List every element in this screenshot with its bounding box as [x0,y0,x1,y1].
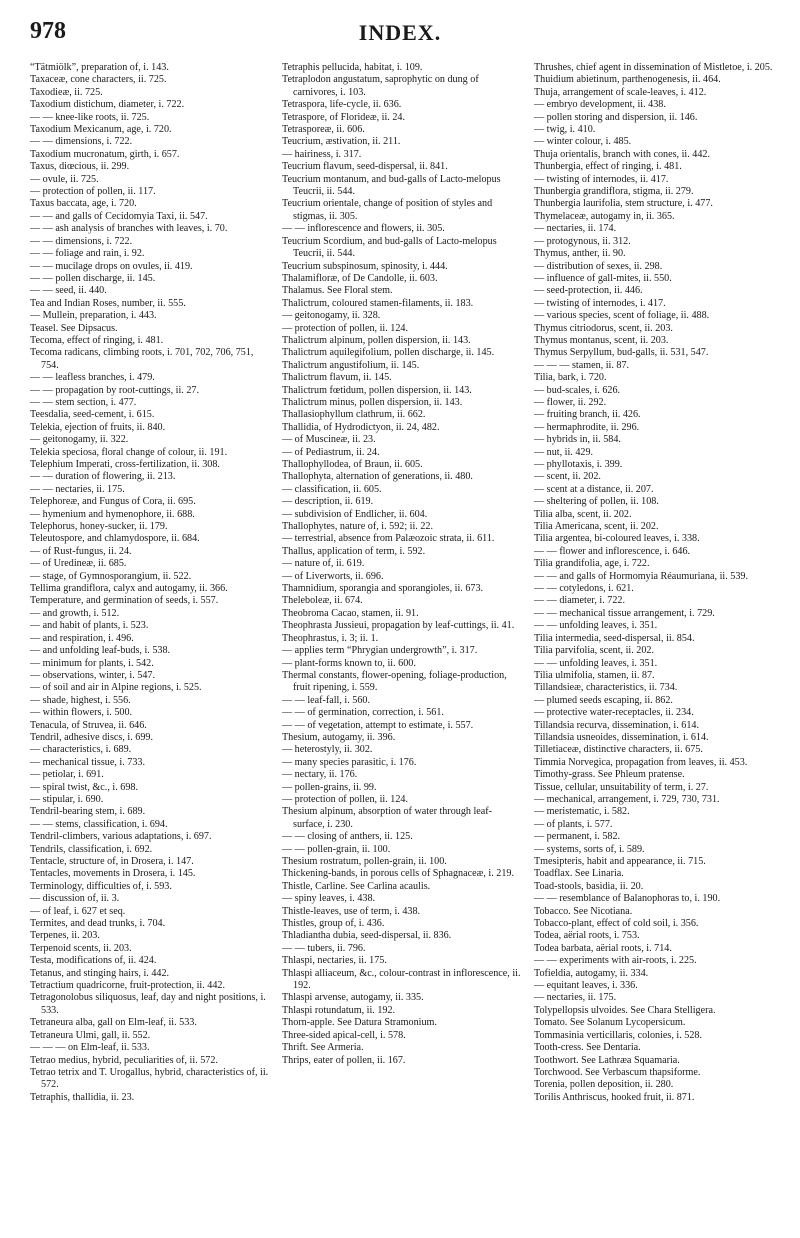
index-entry: Tendrils, classification, i. 692. [30,843,153,855]
index-entry: — various species, scent of foliage, ii. 488. [534,310,710,322]
index-entry: Thallophytes, nature of, i. 592; ii. 22. [282,521,434,533]
index-entry: Thalictrum angustifolium, ii. 145. [282,359,420,371]
index-entry: Tellima grandiflora, calyx and autogamy, ii. 366. [30,583,228,595]
index-entry: Taxus baccata, age, i. 720. [30,198,137,210]
index-entry: Teucrium montanum, and bud-galls of Lacto-melopus Teucrii, ii. 544. [282,173,501,198]
index-entry: — nectary, ii. 176. [282,769,358,781]
index-entry: Thymus, anther, ii. 90. [534,248,626,260]
index-entry: — fruiting branch, ii. 426. [534,409,641,421]
index-entry: Thallus, application of term, i. 592. [282,545,426,557]
index-entry: — many species parasitic, i. 176. [282,756,417,768]
index-entry: — stage, of Gymnosporangium, ii. 522. [30,570,192,582]
index-entry: — protective water-receptacles, ii. 234. [534,707,694,719]
index-entry: “Tätmiölk”, preparation of, i. 143. [30,62,169,73]
index-entry: Telephoreæ, and Fungus of Cora, ii. 695. [30,496,196,508]
index-entry: Thallasiophyllum clathrum, ii. 662. [282,409,426,421]
index-entry: Tilia Americana, scent, ii. 202. [534,521,659,533]
index-entry: Tetraspora, life-cycle, ii. 636. [282,99,402,111]
index-entry: — protection of pollen, ii. 124. [282,793,408,805]
index-entry: Thallophyllodea, of Braun, ii. 605. [282,459,423,470]
index-entry: — minimum for plants, i. 542. [30,657,154,669]
index-entry: Tetractium quadricorne, fruit-protection, ii. 442. [30,980,225,992]
index-entry: Taxodium distichum, diameter, i. 722. [30,99,185,111]
index-entry: Thlaspi, nectaries, ii. 175. [282,955,387,967]
index-entry: — influence of gall-mites, ii. 550. [534,272,672,284]
index-entry: Teucrium flavum, seed-dispersal, ii. 841. [282,161,448,173]
index-entry: Thalamifloræ, of De Candolle, ii. 603. [282,272,438,284]
index-entry: — subdivision of Endlicher, ii. 604. [282,508,428,520]
index-entry: Thunbergia laurifolia, stem structure, i. 477. [534,198,713,210]
index-entry: Thalamus. See Floral stem. [282,285,393,297]
index-entry: — observations, winter, i. 547. [30,669,156,681]
index-entry: — and growth, i. 512. [30,607,120,619]
index-entry: — of Uredineæ, ii. 685. [30,558,127,570]
index-entry: Thamnidium, sporangia and sporangioles, ii. 673. [282,583,484,595]
index-entry: — protogynous, ii. 312. [534,235,631,247]
index-entry: — mechanical tissue, i. 733. [30,756,146,768]
index-entry: Thesium, autogamy, ii. 396. [282,731,396,743]
index-entry: Thermal constants, flower-opening, foliage-production, fruit ripening, i. 559. [282,669,507,694]
index-entry: — of leaf, i. 627 et seq. [30,905,126,917]
index-entry: — sheltering of pollen, ii. 108. [534,496,659,508]
index-entry: — — of germination, correction, i. 561. [282,707,444,719]
index-entry: Tetraneura Ulmi, gall, ii. 552. [30,1029,151,1041]
index-entry: — applies term “Phrygian undergrowth”, i. 317. [282,645,478,657]
index-entry: Thalictrum fœtidum, pollen dispersion, ii. 143. [282,384,472,396]
index-entry: Thymelaceæ, autogamy in, ii. 365. [534,210,675,222]
index-entry: Tetrao medius, hybrid, peculiarities of, ii. 572. [30,1054,218,1066]
index-entry: — hermaphrodite, ii. 296. [534,421,640,433]
index-entry: — and habit of plants, i. 523. [30,620,149,632]
index-entry: — — experiments with air-roots, i. 225. [534,955,697,967]
index-entry: — — ash analysis of branches with leaves, i. 70. [30,223,228,235]
index-entry: Thrushes, chief agent in dissemination of Mistletoe, i. 205. [534,62,773,73]
index-entry: — of Liverworts, ii. 696. [282,570,384,582]
index-entry: Thrips, eater of pollen, ii. 167. [282,1054,406,1066]
index-entry: Telephium Imperati, cross-fertilization, ii. 308. [30,459,220,470]
index-entry: — of Pediastrum, ii. 24. [282,446,380,458]
index-entry: Tilia intermedia, seed-dispersal, ii. 854. [534,632,695,644]
index-entry: Tendril-bearing stem, i. 689. [30,806,146,818]
index-entry: Thymus Serpyllum, bud-galls, ii. 531, 547. [534,347,709,359]
index-entry: — — knee-like roots, ii. 725. [30,111,150,123]
index-entry: — plant-forms known to, ii. 600. [282,657,416,669]
index-entry: — ovule, ii. 725. [30,173,99,185]
index-entry: Tea and Indian Roses, number, ii. 555. [30,297,186,309]
index-entry: — hymenium and hymenophore, ii. 688. [30,508,195,520]
index-entry: — spiral twist, &c., i. 698. [30,781,138,793]
index-entry: — of plants, i. 577. [534,818,613,830]
index-entry: — — dimensions, i. 722. [30,235,133,247]
index-entry: Tilia argentea, bi-coloured leaves, i. 338. [534,533,700,545]
index-entry: Tetanus, and stinging hairs, i. 442. [30,967,170,979]
index-entry: Terminology, difficulties of, i. 593. [30,880,172,892]
index-entry: Tetrasporeæ, ii. 606. [282,124,365,136]
index-entry: Thalictrum flavum, ii. 145. [282,372,392,384]
index-entry: — characteristics, i. 689. [30,744,132,756]
index-entry: Telekia, ejection of fruits, ii. 840. [30,421,166,433]
index-entry: Thistle-leaves, use of term, i. 438. [282,905,421,917]
index-entry: — protection of pollen, ii. 124. [282,322,408,334]
index-entry: — — diameter, i. 722. [534,595,625,607]
index-entry: — — of vegetation, attempt to estimate, i. 557. [282,719,474,731]
index-entry: Thalictrum aquilegifolium, pollen discharge, ii. 145. [282,347,495,359]
index-entry: — pollen-grains, ii. 99. [282,781,377,793]
index-entry: Torchwood. See Verbascum thapsiforme. [534,1066,701,1078]
index-entry: Thalictrum alpinum, pollen dispersion, ii. 143. [282,334,471,346]
index-entry: — plumed seeds escaping, ii. 862. [534,694,673,706]
index-entry: — — stems, classification, i. 694. [30,818,168,830]
index-entry: Tillandsia recurva, dissemination, i. 614. [534,719,699,731]
index-entry: Tetraneura alba, gall on Elm-leaf, ii. 533. [30,1017,197,1029]
index-entry: Tillandsia usneoides, dissemination, i. 614. [534,731,709,743]
index-entry: Toadflax. See Linaria. [534,868,624,880]
index-entry: — equitant leaves, i. 336. [534,980,638,992]
index-entry: Thesium alpinum, absorption of water through leaf-surface, i. 230. [282,806,493,830]
index-entry: — flower, ii. 292. [534,396,607,408]
index-entry: — — mechanical tissue arrangement, i. 729. [534,607,715,619]
index-columns [30,62,775,1230]
index-entry: — — foliage and rain, i. 92. [30,248,145,260]
index-entry: Taxus, diœcious, ii. 299. [30,161,130,173]
index-entry: Theobroma Cacao, stamen, ii. 91. [282,607,419,619]
index-entry: — — pollen-grain, ii. 100. [282,843,391,855]
index-entry: Tobacco-plant, effect of cold soil, i. 356. [534,918,699,930]
index-entry: Tetragonolobus siliquosus, leaf, day and night positions, i. 533. [30,992,266,1016]
index-entry: Thallophyta, alternation of generations, ii. 480. [282,471,473,483]
index-entry: Thorn-apple. See Datura Stramonium. [282,1017,437,1029]
index-entry: — pollen storing and dispersion, ii. 146. [534,111,698,123]
index-entry: Thuja, arrangement of scale-leaves, i. 412. [534,86,707,98]
index-entry: — stipular, i. 690. [30,793,104,805]
index-entry: Thuja orientalis, branch with cones, ii. 442. [534,148,711,160]
index-entry: Tecoma radicans, climbing roots, i. 701, 702, 706, 751, 754. [30,347,254,371]
index-entry: — — — on Elm-leaf, ii. 533. [30,1042,150,1054]
index-entry: Timothy-grass. See Phleum pratense. [534,769,685,781]
index-entry: Thlaspi arvense, autogamy, ii. 335. [282,992,424,1004]
index-entry: Tentacle, structure of, in Drosera, i. 147. [30,856,194,867]
index-entry: Taxodium Mexicanum, age, i. 720. [30,124,172,136]
index-entry: — — mucilage drops on ovules, ii. 419. [30,260,193,272]
index-entry: Thalictrum minus, pollen dispersion, ii. 143. [282,396,463,408]
index-entry: — — closing of anthers, ii. 125. [282,831,413,843]
index-entry: Torilis Anthriscus, hooked fruit, ii. 871. [534,1091,695,1103]
page-number: 978 [30,18,66,44]
index-entry: Terpenoid scents, ii. 203. [30,942,132,954]
index-entry: Theophrasta Jussieui, propagation by leaf-cuttings, ii. 41. [282,620,515,632]
index-entry: Thunbergia, effect of ringing, i. 481. [534,161,682,173]
index-entry: Tommasinia verticillaris, colonies, i. 528. [534,1029,703,1041]
index-entry: — meristematic, i. 582. [534,806,630,818]
index-entry: Tissue, cellular, unsuitability of term, i. 27. [534,781,709,793]
page-title: INDEX. [358,20,442,45]
index-entry: Teucrium Scordium, and bud-galls of Lacto-melopus Teucrii, ii. 544. [282,235,497,260]
index-entry: — classification, ii. 605. [282,483,382,495]
index-entry: Testa, modifications of, ii. 424. [30,955,157,967]
index-entry: — twig, i. 410. [534,124,596,136]
index-entry: — — leafless branches, i. 479. [30,372,155,384]
index-entry: — and unfolding leaf-buds, i. 538. [30,645,171,657]
index-entry: Termites, and dead trunks, i. 704. [30,918,166,930]
index-entry: — — seed, ii. 440. [30,285,107,297]
index-entry: — discussion of, ii. 3. [30,893,120,905]
index-entry: — nectaries, ii. 175. [534,992,617,1004]
index-entry: Terpenes, ii. 203. [30,930,100,942]
index-entry: — shade, highest, i. 556. [30,694,131,706]
index-entry: — embryo development, ii. 438. [534,99,666,111]
index-entry: — protection of pollen, ii. 117. [30,186,156,198]
index-entry: Tetrao tetrix and T. Urogallus, hybrid, characteristics of, ii. 572. [30,1066,269,1091]
index-entry: — spiny leaves, i. 438. [282,893,376,905]
index-entry: — — inflorescence and flowers, ii. 305. [282,223,445,235]
index-entry: — — flower and inflorescence, i. 646. [534,545,691,557]
index-entry: — — resemblance of Balanophoras to, i. 190. [534,893,721,905]
index-entry: Thymus montanus, scent, ii. 203. [534,334,669,346]
index-entry: Taxodium mucronatum, girth, i. 657. [30,148,180,160]
index-entry: Tmesipteris, habit and appearance, ii. 715. [534,856,706,867]
index-entry: Timmia Norvegica, propagation from leaves, ii. 453. [534,756,748,768]
index-entry: Thickening-bands, in porous cells of Sphagnaceæ, i. 219. [282,868,514,880]
index-entry: Telephorus, honey-sucker, ii. 179. [30,521,168,533]
index-entry: Tilia ulmifolia, stamen, ii. 87. [534,669,655,681]
index-entry: Todea barbata, aërial roots, i. 714. [534,942,672,954]
index-entry: — within flowers, i. 500. [30,707,133,719]
index-entry: — nature of, ii. 619. [282,558,365,570]
index-entry: Tillandsieæ, characteristics, ii. 734. [534,682,678,694]
index-entry: — description, ii. 619. [282,496,374,508]
index-entry: — twisting of internodes, i. 417. [534,297,666,309]
index-entry: — petiolar, i. 691. [30,769,104,781]
index-entry: — — — stamen, ii. 87. [534,359,630,371]
index-entry: Tetraphis pellucida, habitat, i. 109. [282,62,423,73]
index-entry: — heterostyly, ii. 302. [282,744,373,756]
index-entry: Toothwort. See Lathræa Squamaria. [534,1054,680,1066]
index-entry: Tendril, adhesive discs, i. 699. [30,731,154,743]
index-entry: Theleboleæ, ii. 674. [282,595,363,607]
index-entry: — systems, sorts of, i. 589. [534,843,645,855]
index-entry: — geitonogamy, ii. 322. [30,434,129,446]
index-entry: — — unfolding leaves, i. 351. [534,657,658,669]
index-entry: — — cotyledons, i. 621. [534,583,634,595]
index-entry: — terrestrial, absence from Palæozoic strata, ii. 611. [282,533,495,545]
index-entry: Toad-stools, basidia, ii. 20. [534,880,644,892]
index-entry: Tendril-climbers, various adaptations, i. 697. [30,831,212,843]
index-entry: Tilia parvifolia, scent, ii. 202. [534,645,654,657]
index-entry: — winter colour, i. 485. [534,136,632,148]
index-entry: — — duration of flowering, ii. 213. [30,471,176,483]
index-entry: Thunbergia grandiflora, stigma, ii. 279. [534,186,694,198]
index-entry: Thladiantha dubia, seed-dispersal, ii. 836. [282,930,452,942]
index-entry: — nectaries, ii. 174. [534,223,617,235]
index-entry: Thymus citriodorus, scent, ii. 203. [534,322,673,334]
index-entry: — twisting of internodes, ii. 417. [534,173,669,185]
index-entry: — and respiration, i. 496. [30,632,134,644]
index-entry: Theophrastus, i. 3; ii. 1. [282,632,379,644]
index-entry: Temperature, and germination of seeds, i. 557. [30,595,219,607]
index-entry: Tentacles, movements in Drosera, i. 145. [30,868,196,880]
index-entry: Tobacco. See Nicotiana. [534,905,633,917]
index-entry: — Mullein, preparation, i. 443. [30,310,157,322]
index-entry: Tetraphis, thallidia, ii. 23. [30,1091,135,1103]
index-entry: Thuidium abietinum, parthenogenesis, ii. 464. [534,74,721,86]
index-entry: Thistle, Carline. See Carlina acaulis. [282,880,431,892]
index-entry: Tilia, bark, i. 720. [534,372,607,384]
index-entry: Thrift. See Armeria. [282,1042,364,1054]
index-entry: Tofieldia, autogamy, ii. 334. [534,967,649,979]
index-entry: Teucrium orientale, change of position of styles and stigmas, ii. 305. [282,198,493,222]
index-entry: Thalictrum, coloured stamen-filaments, ii. 183. [282,297,474,309]
index-entry: Thallidia, of Hydrodictyon, ii. 24, 482. [282,421,440,433]
index-entry: — permanent, i. 582. [534,831,621,843]
index-entry: — bud-scales, i. 626. [534,384,621,396]
index-entry: Torenia, pollen deposition, ii. 280. [534,1079,674,1091]
index-entry: Teesdalia, seed-cement, i. 615. [30,409,155,421]
index-entry: — of soil and air in Alpine regions, i. 525. [30,682,202,694]
index-entry: — mechanical, arrangement, i. 729, 730, 731. [534,793,720,805]
index-entry: — hybrids in, ii. 584. [534,434,621,446]
index-entry: — distribution of sexes, ii. 298. [534,260,663,272]
index-entry: — phyllotaxis, i. 399. [534,459,623,470]
index-entry: Thistles, group of, i. 436. [282,918,385,930]
index-entry: Teucrium subspinosum, spinosity, i. 444. [282,260,448,272]
index-entry: Tilia grandifolia, age, i. 722. [534,558,650,570]
index-entry: Thlaspi rotundatum, ii. 192. [282,1004,396,1016]
index-entry: — — dimensions, i. 722. [30,136,133,148]
index-column-2 [282,62,522,1230]
index-entry: — seed-protection, ii. 446. [534,285,643,297]
index-entry: Teucrium, æstivation, ii. 211. [282,136,401,148]
index-entry: — — pollen discharge, ii. 145. [30,272,156,284]
index-entry: — — and galls of Hormomyia Réaumuriana, ii. 539. [534,570,748,582]
index-entry: — — and galls of Cecidomyia Taxi, ii. 547. [30,210,208,222]
index-entry: Thlaspi alliaceum, &c., colour-contrast in inflorescence, ii. 192. [282,967,521,992]
index-entry: — — unfolding leaves, i. 351. [534,620,658,632]
index-entry: — — stem section, i. 477. [30,396,137,408]
index-entry: Tooth-cress. See Dentaria. [534,1042,641,1054]
index-entry: — nut, ii. 429. [534,446,594,458]
index-entry: Telekia speciosa, floral change of colour, ii. 191. [30,446,228,458]
index-entry: — — propagation by root-cuttings, ii. 27. [30,384,200,396]
index-entry: Teleutospore, and chlamydospore, ii. 684. [30,533,200,545]
index-entry: Three-sided apical-cell, i. 578. [282,1029,406,1041]
index-entry: — scent at a distance, ii. 207. [534,483,654,495]
index-entry: — — tubers, ii. 796. [282,942,366,954]
index-entry: Tetraplodon angustatum, saprophytic on dung of carnivores, i. 103. [282,74,479,98]
index-entry: — scent, ii. 202. [534,471,601,483]
index-entry: Thesium rostratum, pollen-grain, ii. 100. [282,856,447,867]
index-column-1 [30,62,270,1230]
index-entry: Tecoma, effect of ringing, i. 481. [30,334,164,346]
index-entry: Tolypellopsis ulvoides. See Chara Stelligera. [534,1004,716,1016]
index-entry: Tomato. See Solanum Lycopersicum. [534,1017,686,1029]
index-entry: — — leaf-fall, i. 560. [282,694,371,706]
index-entry: Teasel. See Dipsacus. [30,322,118,334]
index-entry: — — nectaries, ii. 175. [30,483,125,495]
page-header [30,18,770,52]
index-entry: — of Rust-fungus, ii. 24. [30,545,132,557]
index-entry: Tilletiaceæ, distinctive characters, ii. 675. [534,744,703,756]
index-entry: Tetraspore, of Florideæ, ii. 24. [282,111,406,123]
index-column-3 [534,62,774,1230]
index-entry: Taxaceæ, cone characters, ii. 725. [30,74,167,86]
index-entry: — of Muscineæ, ii. 23. [282,434,376,446]
index-entry: — geitonogamy, ii. 328. [282,310,381,322]
index-entry: Tilia alba, scent, ii. 202. [534,508,632,520]
index-entry: Tenacula, of Struvea, ii. 646. [30,719,147,731]
index-entry: — hairiness, i. 317. [282,148,362,160]
index-entry: Taxodieæ, ii. 725. [30,86,103,98]
index-entry: Todea, aërial roots, i. 753. [534,930,640,942]
